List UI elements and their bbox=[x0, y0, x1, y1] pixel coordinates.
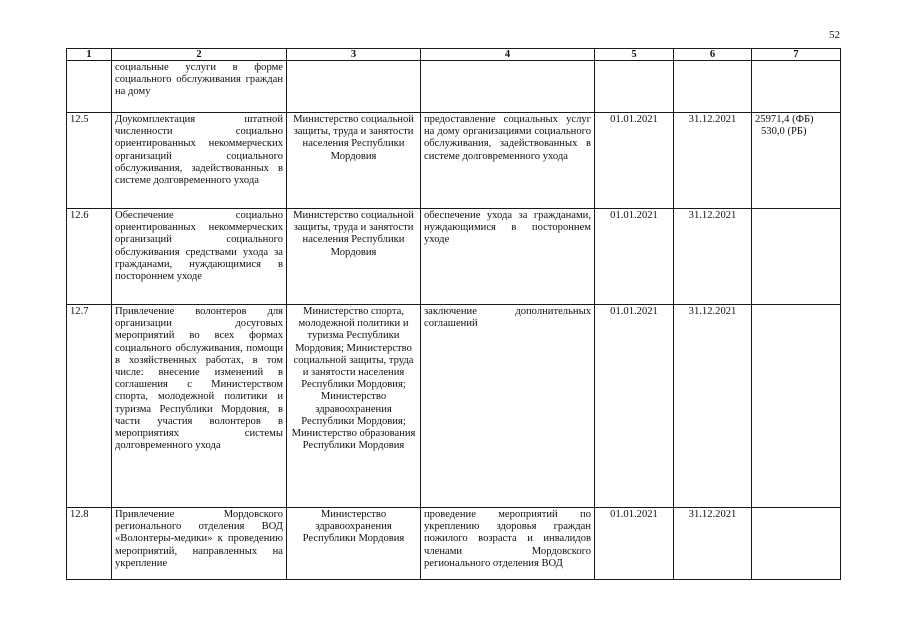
end-date-cell: 31.12.2021 bbox=[674, 508, 752, 580]
end-date-cell: 31.12.2021 bbox=[674, 305, 752, 508]
finance-cell bbox=[752, 209, 841, 305]
column-header: 5 bbox=[595, 49, 674, 61]
finance-regional: 530,0 (РБ) bbox=[761, 126, 807, 138]
column-header: 3 bbox=[287, 49, 421, 61]
executor-cell: Министерство социальной защиты, труда и занятости населения Республики Мордовия bbox=[287, 209, 421, 305]
table-row bbox=[67, 113, 841, 209]
table-row bbox=[67, 209, 841, 305]
measure-cell: Привлечение Мордовского регионального отделения ВОД «Волонтеры-медики» к проведению мероприятий, направленных на укрепление bbox=[112, 508, 287, 580]
executor-cell bbox=[287, 61, 421, 113]
start-date-cell: 01.01.2021 bbox=[595, 508, 674, 580]
executor-cell: Министерство здравоохранения Республики Мордовия bbox=[287, 508, 421, 580]
result-cell bbox=[421, 61, 595, 113]
end-date-cell: 31.12.2021 bbox=[674, 113, 752, 209]
column-header: 7 bbox=[752, 49, 841, 61]
column-header: 6 bbox=[674, 49, 752, 61]
finance-cell bbox=[752, 508, 841, 580]
row-number: 12.5 bbox=[67, 113, 112, 209]
start-date-cell bbox=[595, 61, 674, 113]
table-row bbox=[67, 61, 841, 113]
column-header: 4 bbox=[421, 49, 595, 61]
end-date-cell: 31.12.2021 bbox=[674, 209, 752, 305]
start-date-cell: 01.01.2021 bbox=[595, 113, 674, 209]
table-row bbox=[67, 305, 841, 508]
row-number: 12.8 bbox=[67, 508, 112, 580]
measure-cell: Привлечение волонтеров для организации досуговых мероприятий во всех формах социального обслуживания, помощи в хозяйственных работах, в том числе: внесение изменений в соглашения с Министерством спорта, молодежной политики и туризма Республики Мордовия, в части участия волонтеров в мероприятиях системы долговременного ухода bbox=[112, 305, 287, 508]
row-number: 12.7 bbox=[67, 305, 112, 508]
result-cell: проведение мероприятий по укреплению здоровья граждан пожилого возраста и инвалидов членами Мордовского регионального отделения ВОД bbox=[421, 508, 595, 580]
finance-cell bbox=[752, 61, 841, 113]
measure-cell: Обеспечение социально ориентированных некоммерческих организаций социального обслуживания средствами ухода за гражданами, нуждающимися в постороннем уходе bbox=[112, 209, 287, 305]
finance-cell bbox=[752, 113, 841, 209]
measure-cell: социальные услуги в форме социального обслуживания граждан на дому bbox=[112, 61, 287, 113]
finance-cell bbox=[752, 305, 841, 508]
row-number: 12.6 bbox=[67, 209, 112, 305]
start-date-cell: 01.01.2021 bbox=[595, 305, 674, 508]
result-cell: заключение дополнительных соглашений bbox=[421, 305, 595, 508]
result-cell: предоставление социальных услуг на дому организациями социального обслуживания, задействованных в системе долговременного ухода bbox=[421, 113, 595, 209]
table-header-row bbox=[67, 49, 841, 61]
start-date-cell: 01.01.2021 bbox=[595, 209, 674, 305]
finance-federal: 25971,4 (ФБ) bbox=[755, 114, 814, 125]
row-number bbox=[67, 61, 112, 113]
table-row bbox=[67, 508, 841, 580]
executor-cell: Министерство спорта, молодежной политики и туризма Республики Мордовия; Министерство социальной защиты, труда и занятости населения Республики Мордовия; Министерство здравоохранения Республики Мордовия; Министерство образования Республики Мордовия bbox=[287, 305, 421, 508]
result-cell: обеспечение ухода за гражданами, нуждающимися в постороннем уходе bbox=[421, 209, 595, 305]
measure-cell: Доукомплектация штатной численности социально ориентированных некоммерческих организаций социального обслуживания, задействованных в системе долговременного ухода bbox=[112, 113, 287, 209]
measures-table bbox=[66, 48, 841, 580]
column-header: 1 bbox=[67, 49, 112, 61]
column-header: 2 bbox=[112, 49, 287, 61]
executor-cell: Министерство социальной защиты, труда и занятости населения Республики Мордовия bbox=[287, 113, 421, 209]
end-date-cell bbox=[674, 61, 752, 113]
page-number: 52 bbox=[829, 29, 840, 41]
